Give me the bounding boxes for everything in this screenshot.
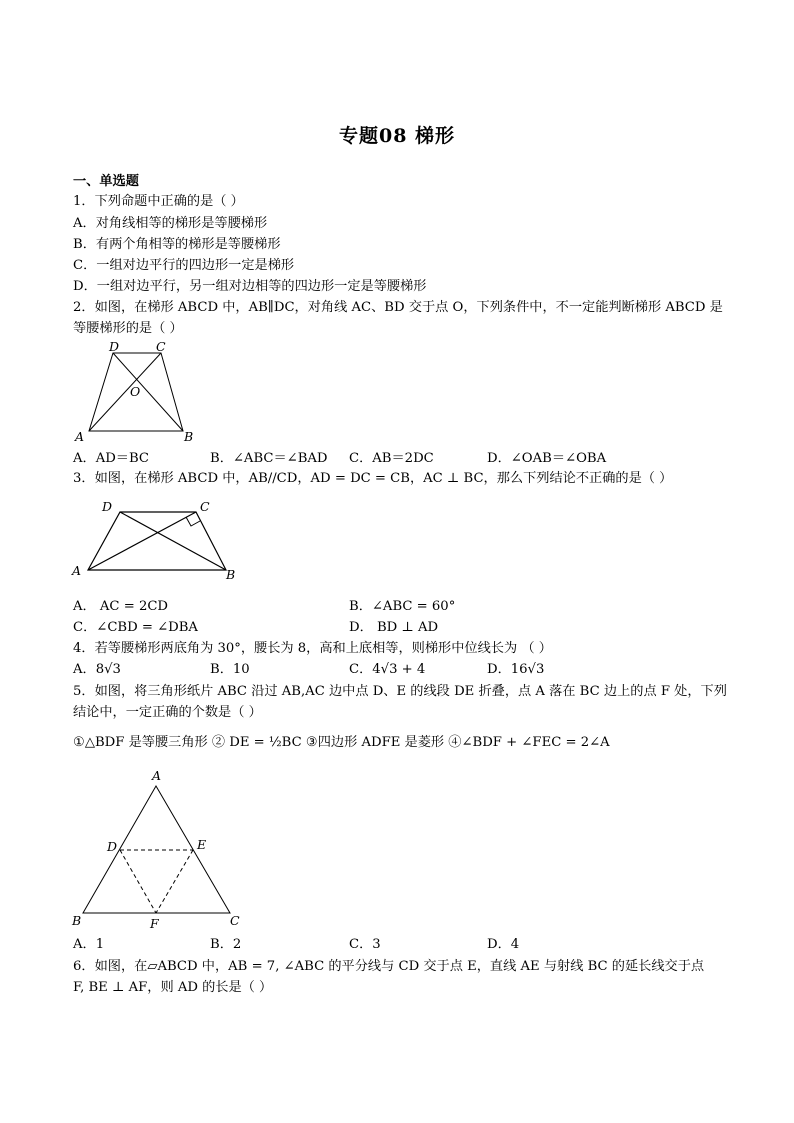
q2-label-c: C bbox=[156, 340, 166, 354]
q1-option-b: B．有两个角相等的梯形是等腰梯形 bbox=[73, 237, 281, 252]
q5-label-d: D bbox=[107, 839, 118, 854]
q5-option-a: A．1 bbox=[73, 937, 105, 952]
q5-option-d: D．4 bbox=[487, 937, 520, 952]
q5-stem-line2: 结论中，一定正确的个数是（ ） bbox=[73, 705, 262, 720]
q3-option-c: C．∠CBD = ∠DBA bbox=[73, 620, 198, 635]
q3-label-b: B bbox=[226, 567, 236, 582]
q1-option-a: A．对角线相等的梯形是等腰梯形 bbox=[73, 216, 268, 231]
q1-option-d: D．一组对边平行，另一组对边相等的四边形一定是等腰梯形 bbox=[73, 279, 427, 294]
q3-label-c: C bbox=[200, 499, 210, 514]
q2-label-a: A bbox=[75, 429, 85, 444]
q3-option-a: A． AC = 2CD bbox=[73, 599, 169, 614]
q5-label-c: C bbox=[230, 913, 240, 928]
q2-label-d: D bbox=[109, 340, 120, 354]
q5-label-b: B bbox=[72, 913, 82, 928]
q3-trapezoid-figure bbox=[68, 495, 248, 585]
q5-stem-line1: 5．如图，将三角形纸片 ABC 沿过 AB,AC 边中点 D、E 的线段 DE 折叠，点 A 落在 BC 边上的点 F 处，下列 bbox=[73, 684, 727, 699]
q1-stem: 1．下列命题中正确的是（ ） bbox=[73, 194, 244, 209]
q4-stem: 4．若等腰梯形两底角为 30°，腰长为 8，高和上底相等，则梯形中位线长为 （ ） bbox=[73, 641, 552, 656]
q2-trapezoid-figure bbox=[70, 340, 200, 448]
q4-option-c: C．4√3 + 4 bbox=[349, 662, 426, 677]
q2-option-b: B．∠ABC＝∠BAD bbox=[210, 451, 328, 466]
q5-conditions: ①△BDF 是等腰三角形 ② DE = ½BC ③四边形 ADFE 是菱形 ④∠BDF + ∠FEC = 2∠A bbox=[73, 735, 610, 750]
q6-stem-line2: F, BE ⊥ AF，则 AD 的长是（ ） bbox=[73, 980, 273, 995]
q2-option-a: A．AD＝BC bbox=[73, 451, 150, 466]
q5-label-f: F bbox=[150, 916, 159, 931]
q2-stem-line2: 等腰梯形的是（ ） bbox=[73, 321, 183, 336]
q3-stem: 3．如图，在梯形 ABCD 中，AB//CD，AD = DC = CB，AC ⊥ BC，那么下列结论不正确的是（ ） bbox=[73, 471, 673, 486]
q2-stem-line1: 2．如图，在梯形 ABCD 中，AB∥DC，对角线 AC、BD 交于点 O，下列条件中，不一定能判断梯形 ABCD 是 bbox=[73, 300, 723, 315]
q4-option-a: A．8√3 bbox=[73, 662, 121, 677]
q3-option-d: D． BD ⊥ AD bbox=[349, 620, 439, 635]
q5-label-e: E bbox=[197, 837, 207, 852]
q2-label-o: O bbox=[130, 384, 141, 399]
section-heading: 一、单选题 bbox=[73, 174, 139, 189]
q3-option-b: B．∠ABC = 60° bbox=[349, 599, 456, 614]
q6-stem-line1: 6．如图，在▱ABCD 中，AB = 7, ∠ABC 的平分线与 CD 交于点 E，直线 AE 与射线 BC 的延长线交于点 bbox=[73, 959, 705, 974]
q2-option-d: D．∠OAB＝∠OBA bbox=[487, 451, 607, 466]
page-title: 专题08 梯形 bbox=[338, 125, 456, 147]
q5-label-a: A bbox=[152, 768, 162, 783]
q5-option-b: B．2 bbox=[210, 937, 242, 952]
q4-option-b: B．10 bbox=[210, 662, 250, 677]
q2-label-b: B bbox=[184, 429, 194, 444]
q2-option-c: C．AB＝2DC bbox=[349, 451, 434, 466]
q3-label-d: D bbox=[102, 499, 113, 514]
q3-label-a: A bbox=[72, 563, 82, 578]
q4-option-d: D．16√3 bbox=[487, 662, 545, 677]
q1-option-c: C．一组对边平行的四边形一定是梯形 bbox=[73, 258, 295, 273]
q5-option-c: C．3 bbox=[349, 937, 381, 952]
q5-triangle-figure bbox=[66, 765, 246, 935]
